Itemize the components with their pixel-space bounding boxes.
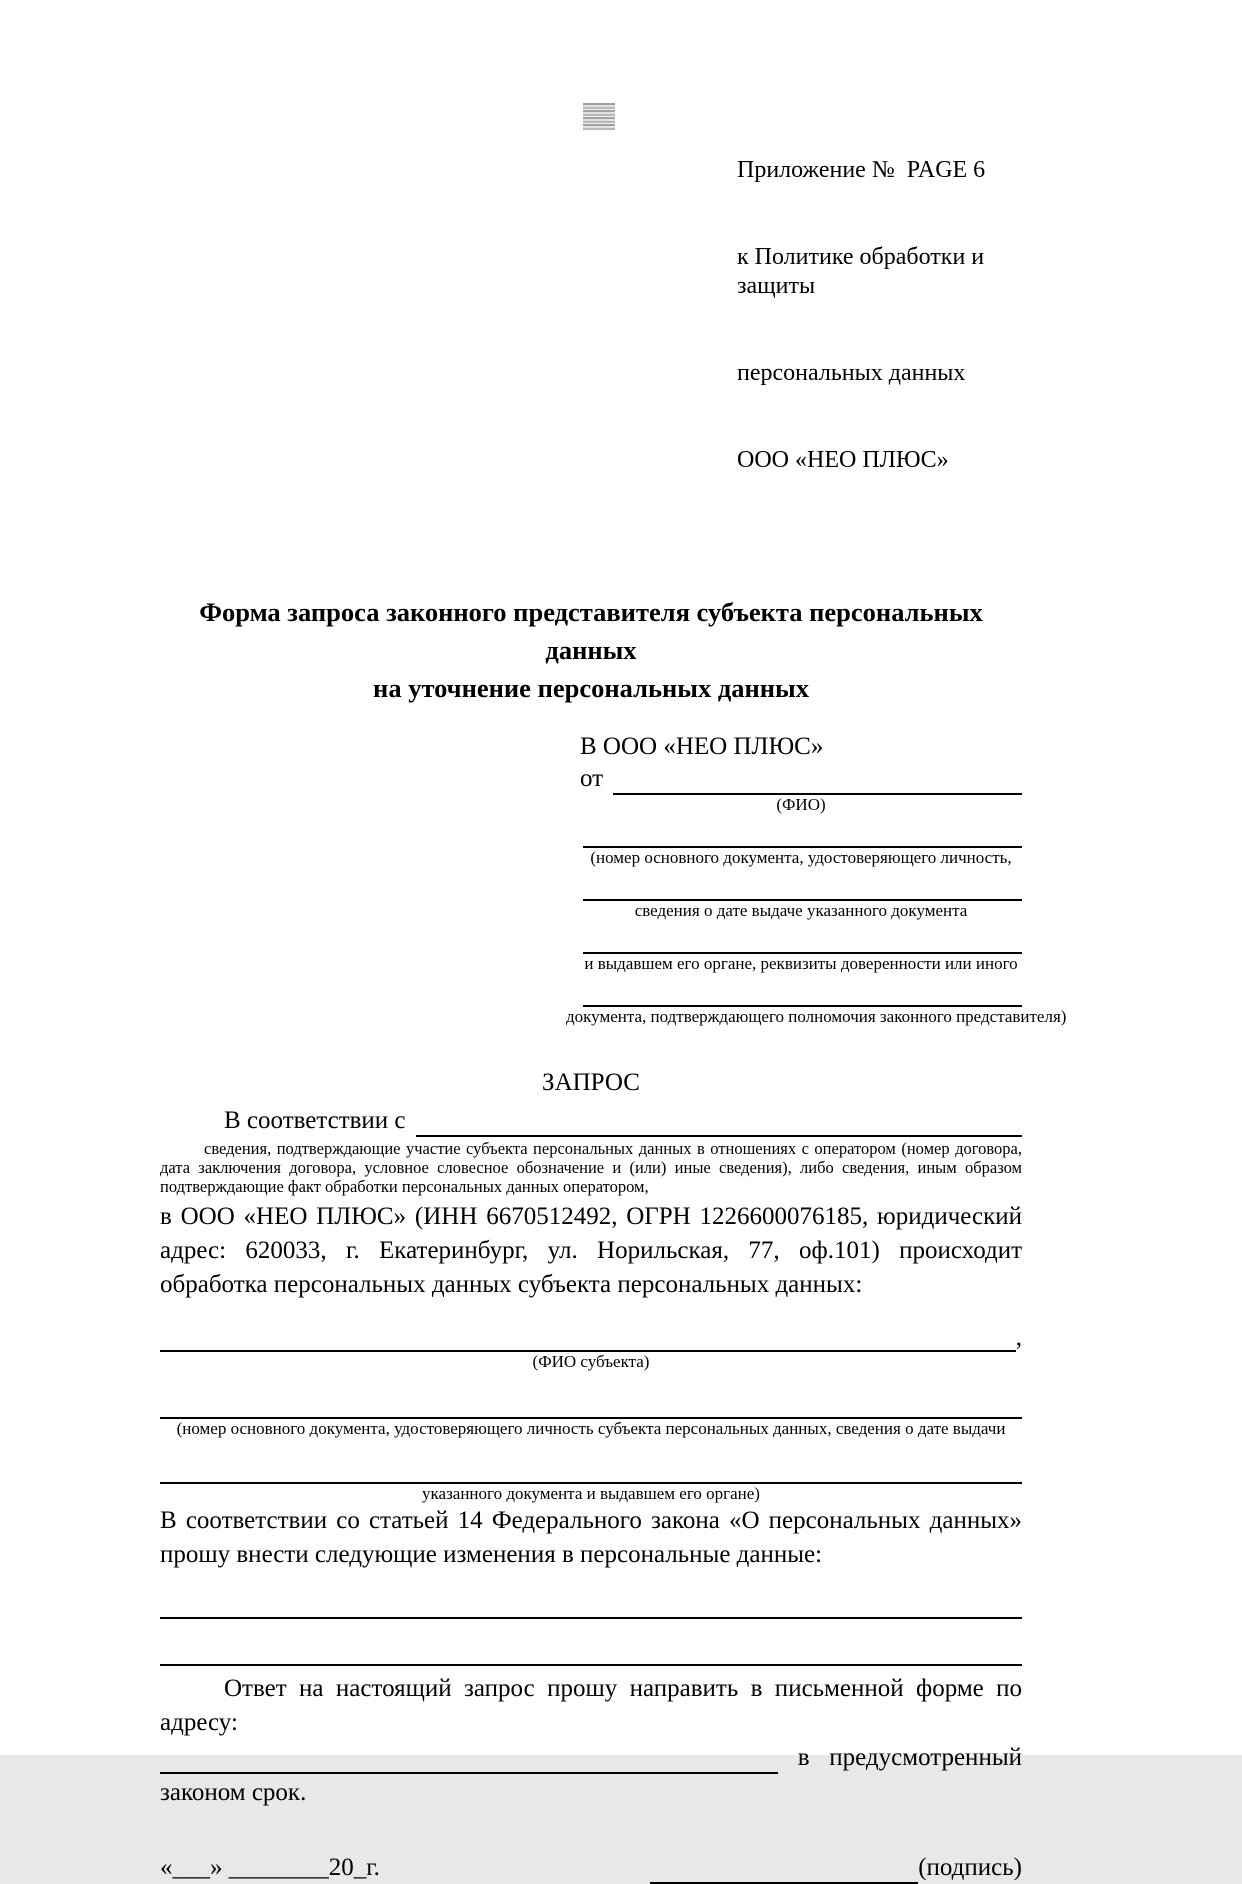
policy-reference-line: к Политике обработки и защиты <box>737 244 991 299</box>
changes-field-line-1[interactable] <box>160 1586 1022 1619</box>
trailing-comma: , <box>1015 1324 1022 1351</box>
addressee-block <box>566 731 1067 1027</box>
subject-document-field-line-2[interactable] <box>160 1451 1022 1484</box>
from-row <box>580 763 1022 795</box>
representative-fio-field-line[interactable] <box>613 763 1022 795</box>
addressee-to: В ООО «НЕО ПЛЮС» <box>580 733 824 760</box>
subject-fio-field-line[interactable] <box>160 1320 1016 1352</box>
policy-reference-line-2: персональных данных <box>737 360 966 386</box>
article-14-paragraph: В соответствии со статьей 14 Федерального закона «О персональных данных» прошу внести следующие изменения в персональные данные: <box>160 1507 1022 1568</box>
fio-caption: (ФИО) <box>776 795 826 814</box>
reply-address-row <box>160 1742 1022 1774</box>
changes-field-line-2[interactable] <box>160 1633 1022 1666</box>
document-caption-1: (номер основного документа, удостоверяющего личность, <box>590 848 1012 867</box>
request-intro-label: В соответствии с <box>224 1107 406 1134</box>
reply-word-v: в <box>797 1744 810 1771</box>
subject-fio-row <box>160 1320 1022 1352</box>
date-signature-row <box>160 1852 1022 1884</box>
appendix-number-line: Приложение № PAGE 6 <box>737 157 986 183</box>
reply-address-field-line[interactable] <box>160 1742 778 1774</box>
request-intro-row <box>160 1105 1022 1137</box>
signature-group <box>650 1852 1022 1884</box>
subject-document-caption-1: (номер основного документа, удостоверяющего личность субъекта персональных данных, сведения о дате выдачи <box>176 1419 1006 1438</box>
reply-end-line: законом срок. <box>160 1779 307 1806</box>
operator-paragraph: в ООО «НЕО ПЛЮС» (ИНН 6670512492, ОГРН 1226600076185, юридический адрес: 620033, г. Екатеринбург, ул. Норильская, 77, оф.101) происходит обработка персональных данных субъекта персональных данных: <box>160 1203 1022 1298</box>
request-heading: ЗАПРОС <box>542 1069 640 1096</box>
company-name-line: ООО «НЕО ПЛЮС» <box>737 447 949 473</box>
relationship-evidence-field-line[interactable] <box>416 1105 1022 1137</box>
document-issue-date-field-line[interactable] <box>583 868 1022 901</box>
document-content <box>160 0 1067 1884</box>
from-label: от <box>580 765 604 792</box>
document-caption-4: документа, подтверждающего полномочия законного представителя) <box>566 1007 1067 1026</box>
subject-document-field-line[interactable] <box>160 1386 1022 1419</box>
fine-print-note: сведения, подтверждающие участие субъекта персональных данных в отношениях с оператором (номер договора, дата заключения договора, условное словесное обозначение и (или) иные сведения), либо сведения, иным образом подтверждающие факт обработки персональных данных оператором, <box>160 1139 1022 1196</box>
reply-intro-paragraph: Ответ на настоящий запрос прошу направить в письменной форме по адресу: <box>160 1675 1022 1736</box>
representative-document-field-line[interactable] <box>583 815 1022 848</box>
form-title-line-2: на уточнение персональных данных <box>373 673 809 703</box>
date-line: «___» ________20_г. <box>160 1854 380 1881</box>
document-caption-2: сведения о дате выдаче указанного документа <box>634 901 968 920</box>
signature-field-line[interactable] <box>650 1852 918 1884</box>
issuing-authority-field-line[interactable] <box>583 921 1022 954</box>
reply-word-predusmotrennyi: предусмотренный <box>829 1744 1022 1771</box>
form-title-line-1: Форма запроса законного представителя субъекта персональных данных <box>199 597 983 665</box>
document-caption-3: и выдавшем его органе, реквизиты доверенности или иного <box>584 954 1018 973</box>
signature-caption: (подпись) <box>918 1854 1022 1881</box>
changes-field-block <box>160 1586 1022 1666</box>
form-title <box>160 593 1022 707</box>
subject-document-caption-2: указанного документа и выдавшем его органе) <box>422 1484 760 1503</box>
appendix-header <box>737 0 1022 533</box>
subject-fio-caption: (ФИО субъекта) <box>532 1352 650 1371</box>
authority-confirmation-field-line[interactable] <box>583 974 1022 1007</box>
